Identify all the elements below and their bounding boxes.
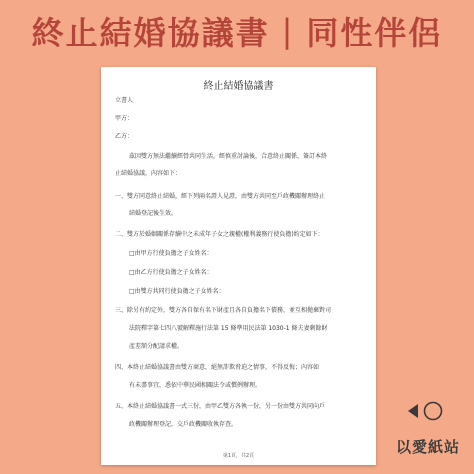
clause-4-line-1: 四、本終止結婚協議書由雙方商意，絕無詐欺脅迫之情事，不得反悔；內容如	[115, 364, 320, 371]
clause-3-line-1: 三、除另有約定外，雙方各自保有名下財產且各自負擔名下債務，並互相拋棄對司	[115, 307, 332, 314]
clause-5-line-1: 五、本終止結婚協議書一式三份，由甲乙雙方各執一份，另一份由雙方共同向戶	[115, 403, 326, 410]
clause-2-option-a: □由甲方行使負擔之子女姓名：	[129, 250, 213, 257]
clause-1-line-1: 一、雙方同意終止結婚，經下列兩名證人見證，由雙方共同至戶政機關辦理終止	[115, 193, 326, 200]
clause-1-line-2: 結婚登記後生效。	[129, 210, 178, 217]
page-number: 第1頁，共2頁	[222, 453, 255, 459]
document-title: 終止結婚協議書	[203, 81, 274, 92]
intro-line-1: 茲因雙方無法繼續經營共同生活，經慎重討論後，合意終止關係，簽訂本終	[129, 153, 328, 160]
clause-4-line-2: 有未盡事宜，悉依中華民國相關法令或慣例辦理。	[129, 382, 262, 389]
party-label-signatory: 立書人	[115, 97, 134, 104]
banner-title: 終止結婚協議書	[31, 14, 270, 52]
speaker-bubble-logo-icon	[406, 400, 446, 422]
document-page	[101, 67, 376, 465]
clause-5-line-2: 政機關辦理登記，交戶政機關收執存查。	[129, 421, 238, 428]
party-label-b: 乙方：	[115, 133, 134, 140]
brand-name: 以愛紙站	[395, 438, 460, 456]
party-label-a: 甲方：	[115, 115, 134, 122]
clause-3-line-2: 法院釋字第七四八號解釋施行法第 15 條準用民法第 1030-1 條夫妻剩餘財	[129, 325, 328, 332]
clause-2-line-1: 二、雙方於婚姻關係存續中之未成年子女之親權(權利義務行使負擔)約定如下：	[115, 231, 324, 238]
clause-2-option-both: □由雙方共同行使負擔之子女姓名：	[129, 288, 225, 295]
intro-line-2: 止結婚協議，內容如下：	[115, 170, 182, 177]
clause-2-option-b: □由乙方行使負擔之子女姓名：	[129, 269, 213, 276]
banner-subtitle: 同性伴侶	[306, 14, 443, 52]
clause-3-line-3: 產差額分配請求權。	[129, 343, 184, 350]
banner-title-bar	[0, 0, 474, 62]
banner-separator: |	[281, 12, 295, 50]
